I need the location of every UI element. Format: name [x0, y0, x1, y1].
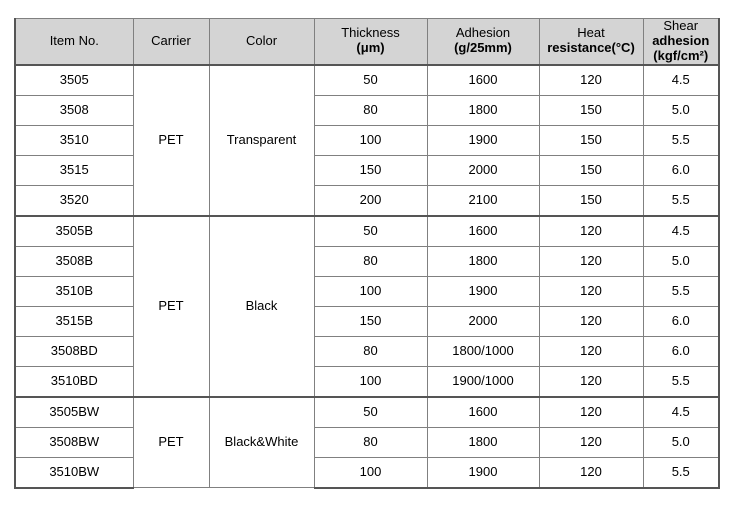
cell-adhesion: 1900/1000: [427, 366, 539, 397]
cell-heat-resistance: 120: [539, 276, 643, 306]
cell-heat-resistance: 150: [539, 95, 643, 125]
header-sub-text-2: adhesion: [652, 32, 710, 48]
cell-adhesion: 1900: [427, 276, 539, 306]
table-row: [15, 276, 719, 306]
cell-thickness: 150: [314, 306, 427, 336]
cell-item-no: 3508BW: [15, 427, 133, 457]
cell-shear-adhesion: 5.0: [643, 246, 719, 276]
header-main-text: Carrier: [151, 32, 191, 48]
cell-heat-resistance: 150: [539, 155, 643, 185]
cell-thickness: 100: [314, 457, 427, 488]
table-row: [15, 366, 719, 397]
cell-item-no: 3505: [15, 65, 133, 96]
header-row: [15, 19, 719, 65]
header-sub-text: (μm): [356, 40, 385, 56]
specification-table: [14, 18, 720, 489]
cell-shear-adhesion: 5.0: [643, 427, 719, 457]
column-header-color: [209, 19, 314, 65]
header-sub-text: (g/25mm): [454, 40, 512, 56]
cell-shear-adhesion: 5.5: [643, 125, 719, 155]
cell-heat-resistance: 120: [539, 457, 643, 488]
cell-thickness: 80: [314, 95, 427, 125]
table-header: [15, 19, 719, 65]
header-main-text: Thickness: [341, 25, 400, 41]
cell-thickness: 150: [314, 155, 427, 185]
cell-heat-resistance: 120: [539, 427, 643, 457]
cell-heat-resistance: 120: [539, 336, 643, 366]
cell-shear-adhesion: 5.5: [643, 457, 719, 488]
table-row: [15, 427, 719, 457]
column-header-adhesion: [427, 19, 539, 65]
cell-shear-adhesion: 4.5: [643, 65, 719, 96]
table-row: [15, 397, 719, 428]
cell-adhesion: 2000: [427, 155, 539, 185]
table-row: [15, 216, 719, 247]
cell-color: Black: [209, 216, 314, 397]
cell-carrier: PET: [133, 65, 209, 216]
cell-item-no: 3510: [15, 125, 133, 155]
cell-shear-adhesion: 5.0: [643, 95, 719, 125]
header-sub-text: (kgf/cm²): [653, 47, 709, 63]
column-header-item-no: [15, 19, 133, 65]
header-main-text: Heat: [577, 25, 605, 41]
cell-shear-adhesion: 6.0: [643, 155, 719, 185]
table-row: [15, 125, 719, 155]
cell-thickness: 80: [314, 336, 427, 366]
cell-color: Black&White: [209, 397, 314, 488]
cell-shear-adhesion: 4.5: [643, 397, 719, 428]
cell-adhesion: 1800: [427, 427, 539, 457]
cell-item-no: 3508BD: [15, 336, 133, 366]
cell-item-no: 3508B: [15, 246, 133, 276]
table-body: [15, 65, 719, 488]
cell-adhesion: 1800: [427, 246, 539, 276]
cell-heat-resistance: 150: [539, 185, 643, 216]
cell-item-no: 3505BW: [15, 397, 133, 428]
cell-adhesion: 1900: [427, 457, 539, 488]
cell-adhesion: 1600: [427, 216, 539, 247]
cell-item-no: 3508: [15, 95, 133, 125]
table-row: [15, 65, 719, 96]
cell-adhesion: 1800/1000: [427, 336, 539, 366]
cell-item-no: 3510B: [15, 276, 133, 306]
column-header-thickness: [314, 19, 427, 65]
table-row: [15, 95, 719, 125]
table-row: [15, 246, 719, 276]
cell-color: Transparent: [209, 65, 314, 216]
column-header-heat-resistance: [539, 19, 643, 65]
cell-adhesion: 2100: [427, 185, 539, 216]
cell-carrier: PET: [133, 397, 209, 488]
cell-shear-adhesion: 5.5: [643, 366, 719, 397]
column-header-carrier: [133, 19, 209, 65]
cell-thickness: 100: [314, 276, 427, 306]
cell-item-no: 3520: [15, 185, 133, 216]
cell-thickness: 50: [314, 65, 427, 96]
column-header-shear-adhesion: [643, 19, 719, 65]
header-main-text: Adhesion: [455, 25, 511, 41]
header-main-text: Item No.: [49, 32, 99, 48]
cell-thickness: 100: [314, 125, 427, 155]
header-main-text: Shear: [663, 18, 699, 33]
cell-carrier: PET: [133, 216, 209, 397]
cell-thickness: 50: [314, 397, 427, 428]
cell-thickness: 80: [314, 427, 427, 457]
header-main-text: Color: [245, 32, 278, 48]
cell-heat-resistance: 120: [539, 397, 643, 428]
cell-adhesion: 1600: [427, 65, 539, 96]
cell-thickness: 50: [314, 216, 427, 247]
cell-item-no: 3505B: [15, 216, 133, 247]
cell-shear-adhesion: 5.5: [643, 276, 719, 306]
table-row: [15, 457, 719, 488]
cell-item-no: 3510BW: [15, 457, 133, 488]
table-row: [15, 336, 719, 366]
cell-thickness: 80: [314, 246, 427, 276]
cell-adhesion: 1800: [427, 95, 539, 125]
cell-item-no: 3510BD: [15, 366, 133, 397]
cell-item-no: 3515B: [15, 306, 133, 336]
table-row: [15, 306, 719, 336]
cell-shear-adhesion: 6.0: [643, 336, 719, 366]
cell-heat-resistance: 120: [539, 65, 643, 96]
cell-heat-resistance: 150: [539, 125, 643, 155]
table-row: [15, 155, 719, 185]
cell-shear-adhesion: 4.5: [643, 216, 719, 247]
cell-thickness: 100: [314, 366, 427, 397]
cell-item-no: 3515: [15, 155, 133, 185]
cell-heat-resistance: 120: [539, 246, 643, 276]
cell-adhesion: 2000: [427, 306, 539, 336]
header-sub-text: resistance(°C): [547, 40, 635, 56]
cell-heat-resistance: 120: [539, 306, 643, 336]
table-row: [15, 185, 719, 216]
cell-heat-resistance: 120: [539, 216, 643, 247]
cell-shear-adhesion: 5.5: [643, 185, 719, 216]
cell-adhesion: 1900: [427, 125, 539, 155]
cell-thickness: 200: [314, 185, 427, 216]
cell-adhesion: 1600: [427, 397, 539, 428]
cell-heat-resistance: 120: [539, 366, 643, 397]
cell-shear-adhesion: 6.0: [643, 306, 719, 336]
